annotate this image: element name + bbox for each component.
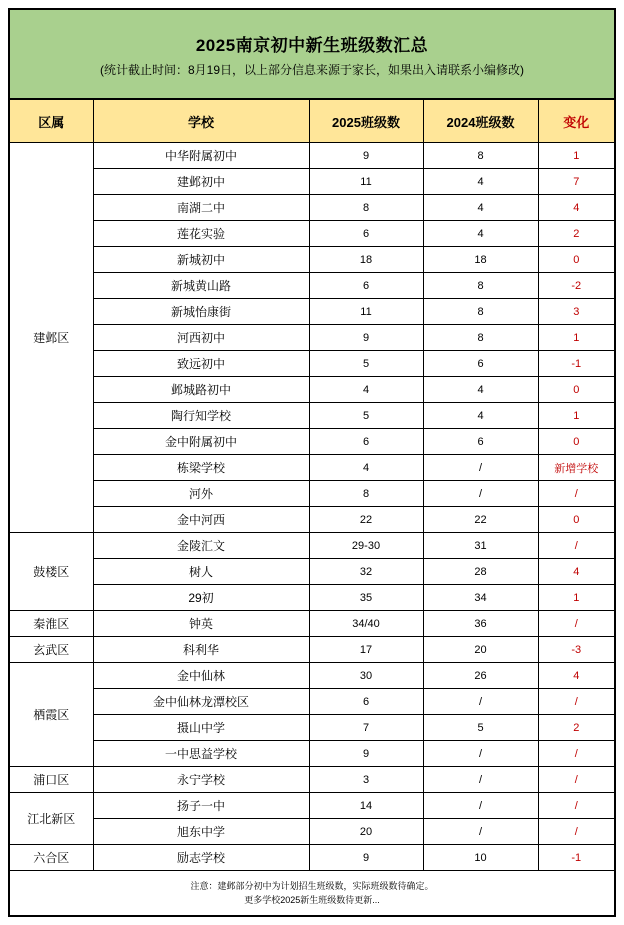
table-row — [9, 689, 615, 715]
change-cell: / — [538, 533, 615, 559]
school-cell: 金中河西 — [93, 507, 309, 533]
table-row — [9, 741, 615, 767]
col-header-change: 变化 — [538, 99, 615, 143]
school-cell: 新城怡康街 — [93, 299, 309, 325]
school-cell: 河外 — [93, 481, 309, 507]
classes-2024-cell: 8 — [423, 299, 538, 325]
classes-2024-cell: 28 — [423, 559, 538, 585]
classes-2024-cell: / — [423, 793, 538, 819]
classes-2025-cell: 4 — [309, 377, 423, 403]
change-cell: -1 — [538, 351, 615, 377]
classes-2025-cell: 6 — [309, 273, 423, 299]
classes-2025-cell: 30 — [309, 663, 423, 689]
school-cell: 旭东中学 — [93, 819, 309, 845]
change-cell: / — [538, 793, 615, 819]
school-cell: 一中思益学校 — [93, 741, 309, 767]
table-row — [9, 585, 615, 611]
change-cell: 2 — [538, 221, 615, 247]
table-row — [9, 299, 615, 325]
classes-2025-cell: 17 — [309, 637, 423, 663]
classes-2024-cell: / — [423, 819, 538, 845]
school-cell: 金中仙林 — [93, 663, 309, 689]
change-cell: -1 — [538, 845, 615, 871]
classes-2024-cell: 8 — [423, 325, 538, 351]
classes-2025-cell: 5 — [309, 403, 423, 429]
classes-2024-cell: 4 — [423, 377, 538, 403]
table-row — [9, 221, 615, 247]
change-cell: / — [538, 481, 615, 507]
class-count-table — [8, 98, 616, 917]
table-row — [9, 507, 615, 533]
district-cell: 玄武区 — [9, 637, 93, 663]
school-cell: 扬子一中 — [93, 793, 309, 819]
change-cell: 7 — [538, 169, 615, 195]
district-cell: 浦口区 — [9, 767, 93, 793]
table-footer — [9, 871, 615, 917]
change-cell: 0 — [538, 377, 615, 403]
summary-banner — [8, 8, 616, 100]
classes-2024-cell: / — [423, 767, 538, 793]
school-cell: 新城初中 — [93, 247, 309, 273]
classes-2025-cell: 6 — [309, 689, 423, 715]
table-row — [9, 143, 615, 169]
change-cell: 3 — [538, 299, 615, 325]
classes-2024-cell: 18 — [423, 247, 538, 273]
classes-2025-cell: 32 — [309, 559, 423, 585]
school-cell: 金陵汇文 — [93, 533, 309, 559]
school-cell: 莲花实验 — [93, 221, 309, 247]
note-line-2: 更多学校2025新生班级数待更新... — [244, 895, 380, 905]
change-cell: 4 — [538, 663, 615, 689]
classes-2025-cell: 5 — [309, 351, 423, 377]
classes-2025-cell: 8 — [309, 481, 423, 507]
classes-2025-cell: 34/40 — [309, 611, 423, 637]
classes-2024-cell: 20 — [423, 637, 538, 663]
table-row — [9, 819, 615, 845]
district-cell: 秦淮区 — [9, 611, 93, 637]
school-cell: 29初 — [93, 585, 309, 611]
classes-2024-cell: / — [423, 455, 538, 481]
district-cell: 栖霞区 — [9, 663, 93, 767]
school-cell: 邺城路初中 — [93, 377, 309, 403]
table-row — [9, 533, 615, 559]
table-row — [9, 715, 615, 741]
school-cell: 金中附属初中 — [93, 429, 309, 455]
school-cell: 科利华 — [93, 637, 309, 663]
school-cell: 河西初中 — [93, 325, 309, 351]
change-cell: / — [538, 767, 615, 793]
classes-2025-cell: 4 — [309, 455, 423, 481]
classes-2024-cell: 8 — [423, 143, 538, 169]
table-row — [9, 247, 615, 273]
header-row — [9, 99, 615, 143]
school-cell: 南湖二中 — [93, 195, 309, 221]
classes-2025-cell: 20 — [309, 819, 423, 845]
change-cell: / — [538, 689, 615, 715]
school-cell: 钟英 — [93, 611, 309, 637]
district-cell: 六合区 — [9, 845, 93, 871]
table-row — [9, 663, 615, 689]
change-cell: 0 — [538, 247, 615, 273]
classes-2025-cell: 6 — [309, 221, 423, 247]
change-cell: 新增学校 — [538, 455, 615, 481]
col-header-2025: 2025班级数 — [309, 99, 423, 143]
classes-2024-cell: / — [423, 481, 538, 507]
col-header-school: 学校 — [93, 99, 309, 143]
table-row — [9, 351, 615, 377]
classes-2025-cell: 9 — [309, 325, 423, 351]
school-cell: 新城黄山路 — [93, 273, 309, 299]
change-cell: / — [538, 611, 615, 637]
note-row — [9, 871, 615, 917]
school-cell: 建邺初中 — [93, 169, 309, 195]
classes-2024-cell: 6 — [423, 351, 538, 377]
col-header-2024: 2024班级数 — [423, 99, 538, 143]
classes-2024-cell: 34 — [423, 585, 538, 611]
classes-2025-cell: 11 — [309, 299, 423, 325]
classes-2025-cell: 8 — [309, 195, 423, 221]
change-cell: -3 — [538, 637, 615, 663]
change-cell: / — [538, 741, 615, 767]
table-row — [9, 325, 615, 351]
change-cell: 1 — [538, 403, 615, 429]
classes-2025-cell: 18 — [309, 247, 423, 273]
change-cell: 1 — [538, 585, 615, 611]
classes-2024-cell: 5 — [423, 715, 538, 741]
classes-2025-cell: 3 — [309, 767, 423, 793]
classes-2024-cell: 4 — [423, 169, 538, 195]
table-row — [9, 637, 615, 663]
table-row — [9, 169, 615, 195]
classes-2025-cell: 7 — [309, 715, 423, 741]
table-row — [9, 377, 615, 403]
change-cell: / — [538, 819, 615, 845]
classes-2024-cell: 8 — [423, 273, 538, 299]
classes-2024-cell: 6 — [423, 429, 538, 455]
classes-2025-cell: 6 — [309, 429, 423, 455]
school-cell: 栋梁学校 — [93, 455, 309, 481]
classes-2025-cell: 29-30 — [309, 533, 423, 559]
classes-2025-cell: 9 — [309, 845, 423, 871]
classes-2024-cell: 36 — [423, 611, 538, 637]
table-row — [9, 195, 615, 221]
change-cell: 0 — [538, 507, 615, 533]
classes-2025-cell: 35 — [309, 585, 423, 611]
classes-2025-cell: 9 — [309, 143, 423, 169]
table-body — [9, 143, 615, 871]
col-header-district: 区属 — [9, 99, 93, 143]
table-header — [9, 99, 615, 143]
classes-2025-cell: 14 — [309, 793, 423, 819]
school-cell: 摄山中学 — [93, 715, 309, 741]
classes-2024-cell: / — [423, 689, 538, 715]
note-cell — [9, 871, 615, 917]
classes-2024-cell: 22 — [423, 507, 538, 533]
school-cell: 永宁学校 — [93, 767, 309, 793]
classes-2024-cell: 4 — [423, 221, 538, 247]
school-cell: 致远初中 — [93, 351, 309, 377]
classes-2024-cell: 10 — [423, 845, 538, 871]
school-cell: 励志学校 — [93, 845, 309, 871]
page-title: 2025南京初中新生班级数汇总 — [195, 35, 429, 55]
school-cell: 金中仙林龙潭校区 — [93, 689, 309, 715]
district-cell: 江北新区 — [9, 793, 93, 845]
school-cell: 陶行知学校 — [93, 403, 309, 429]
district-cell: 鼓楼区 — [9, 533, 93, 611]
table-row — [9, 845, 615, 871]
classes-2024-cell: 31 — [423, 533, 538, 559]
table-row — [9, 481, 615, 507]
classes-2025-cell: 11 — [309, 169, 423, 195]
table-row — [9, 559, 615, 585]
table-row — [9, 767, 615, 793]
change-cell: 4 — [538, 195, 615, 221]
classes-2024-cell: 26 — [423, 663, 538, 689]
classes-2024-cell: 4 — [423, 195, 538, 221]
change-cell: 2 — [538, 715, 615, 741]
change-cell: 0 — [538, 429, 615, 455]
table-row — [9, 611, 615, 637]
classes-2024-cell: / — [423, 741, 538, 767]
district-cell: 建邺区 — [9, 143, 93, 533]
classes-2024-cell: 4 — [423, 403, 538, 429]
table-row — [9, 403, 615, 429]
note-line-1: 注意：建邺部分初中为计划招生班级数，实际班级数待确定。 — [190, 881, 434, 891]
school-cell: 中华附属初中 — [93, 143, 309, 169]
classes-2025-cell: 9 — [309, 741, 423, 767]
table-row — [9, 429, 615, 455]
table-row — [9, 455, 615, 481]
table-row — [9, 273, 615, 299]
change-cell: 1 — [538, 143, 615, 169]
table-row — [9, 793, 615, 819]
change-cell: -2 — [538, 273, 615, 299]
change-cell: 4 — [538, 559, 615, 585]
page-subtitle: (统计截止时间：8月19日，以上部分信息来源于家长，如果出入请联系小编修改) — [99, 62, 525, 77]
classes-2025-cell: 22 — [309, 507, 423, 533]
change-cell: 1 — [538, 325, 615, 351]
school-cell: 树人 — [93, 559, 309, 585]
